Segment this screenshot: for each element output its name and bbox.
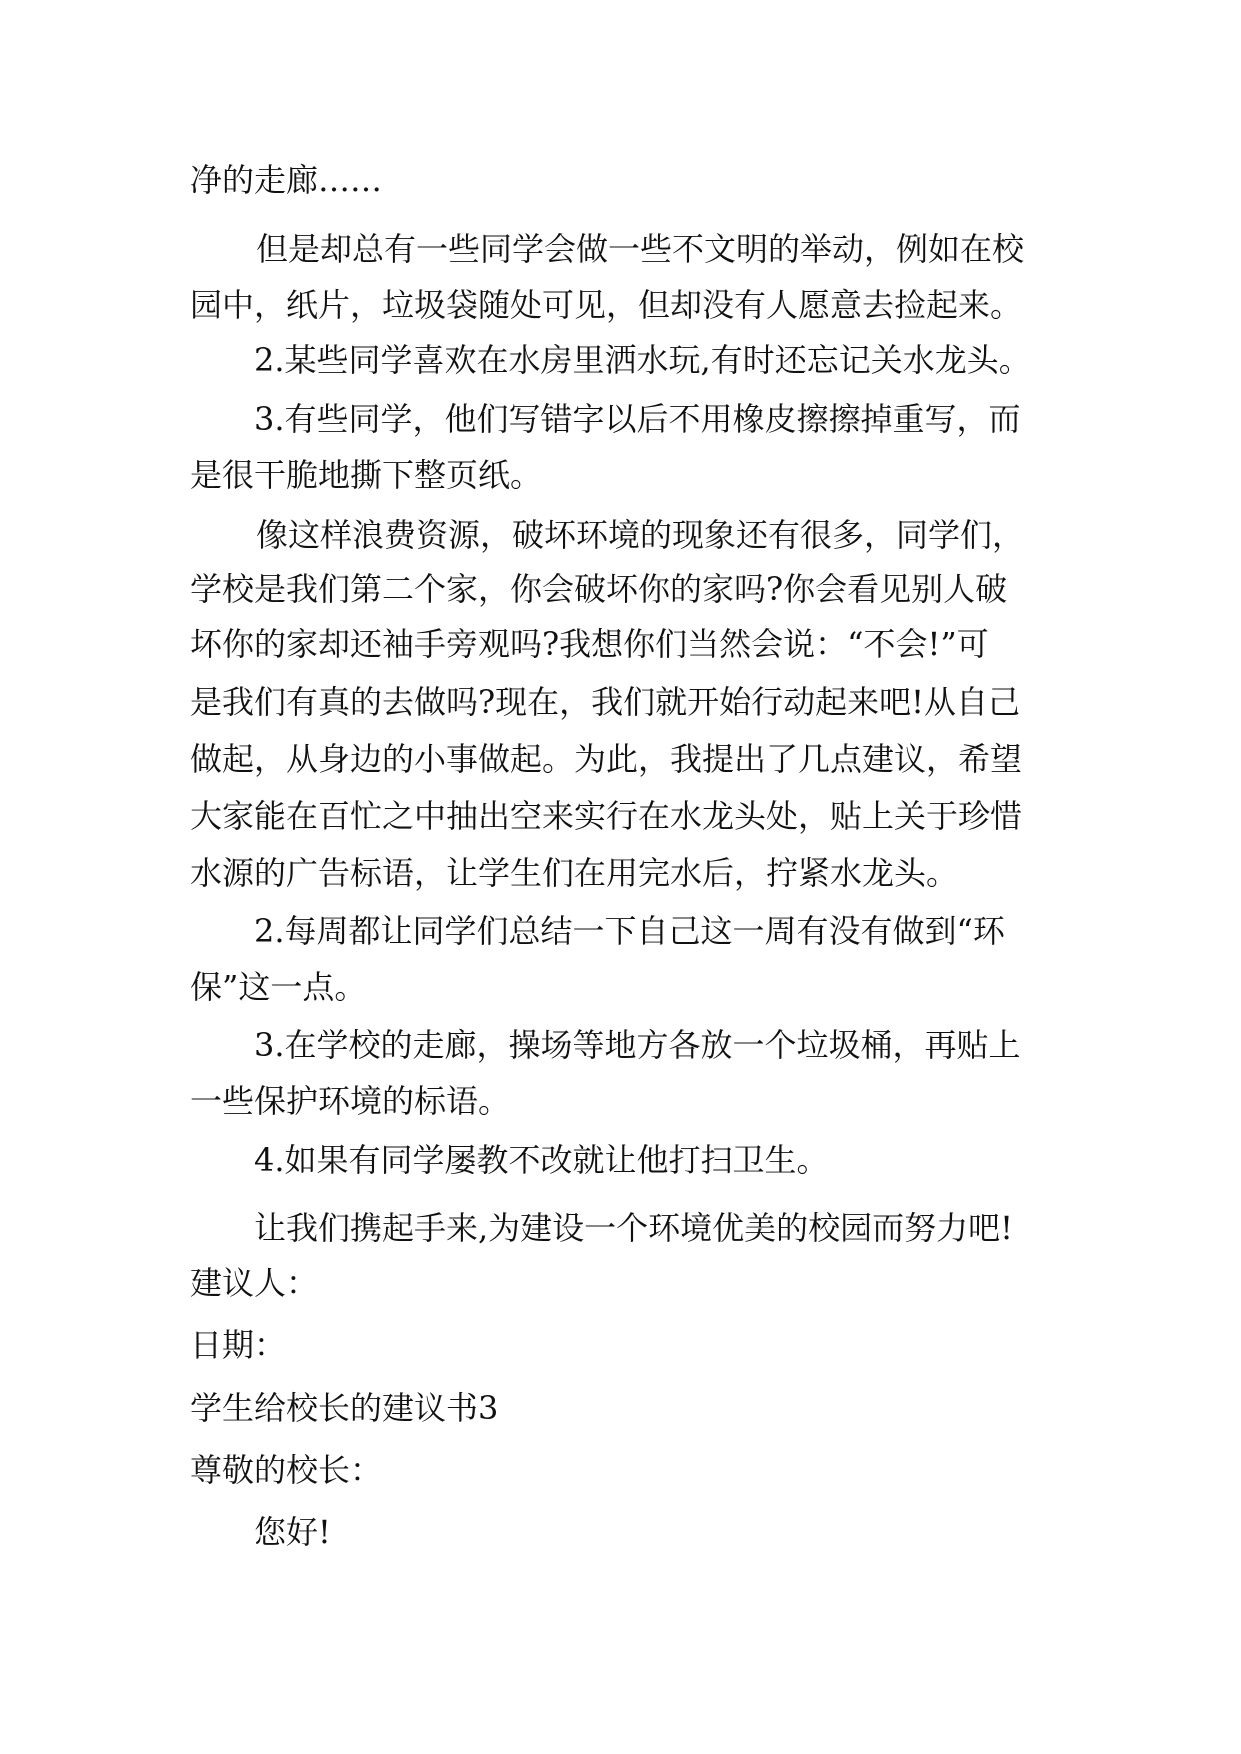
list-item: 3.在学校的走廊，操场等地方各放一个垃圾桶，再贴上 — [254, 1026, 1021, 1064]
proposer-label: 建议人： — [190, 1264, 319, 1302]
closing-line: 让我们携起手来,为建设一个环境优美的校园而努力吧! — [254, 1209, 1014, 1247]
list-item: 3.有些同学，他们写错字以后不用橡皮擦擦掉重写，而 — [254, 400, 1021, 438]
list-item: 2.每周都让同学们总结一下自己这一周有没有做到“环 — [254, 912, 1005, 950]
salutation: 尊敬的校长： — [190, 1451, 383, 1489]
text-line: 是很干脆地撕下整页纸。 — [190, 456, 543, 494]
list-item: 4.如果有同学屡教不改就让他打扫卫生。 — [254, 1141, 829, 1179]
section-title: 学生给校长的建议书3 — [190, 1389, 499, 1427]
text-line: 坏你的家却还袖手旁观吗?我想你们当然会说：“不会!”可 — [190, 625, 989, 663]
text-line: 净的走廊…… — [190, 161, 383, 199]
paragraph-line: 像这样浪费资源，破坏环境的现象还有很多，同学们， — [256, 516, 1025, 554]
text-line: 学校是我们第二个家，你会破坏你的家吗?你会看见别人破 — [190, 570, 1008, 608]
paragraph-line: 但是却总有一些同学会做一些不文明的举动，例如在校 — [256, 230, 1025, 268]
date-label: 日期： — [190, 1326, 287, 1364]
list-item: 2.某些同学喜欢在水房里洒水玩,有时还忘记关水龙头。 — [254, 341, 1031, 379]
text-line: 园中，纸片，垃圾袋随处可见，但却没有人愿意去捡起来。 — [190, 286, 1023, 324]
text-line: 大家能在百忙之中抽出空来实行在水龙头处，贴上关于珍惜 — [190, 797, 1023, 835]
greeting: 您好! — [254, 1513, 331, 1551]
text-line: 是我们有真的去做吗?现在，我们就开始行动起来吧!从自己 — [190, 683, 1021, 721]
text-line: 保”这一点。 — [190, 968, 367, 1006]
text-line: 一些保护环境的标语。 — [190, 1082, 511, 1120]
text-line: 水源的广告标语，让学生们在用完水后，拧紧水龙头。 — [190, 854, 959, 892]
text-line: 做起，从身边的小事做起。为此，我提出了几点建议，希望 — [190, 740, 1023, 778]
